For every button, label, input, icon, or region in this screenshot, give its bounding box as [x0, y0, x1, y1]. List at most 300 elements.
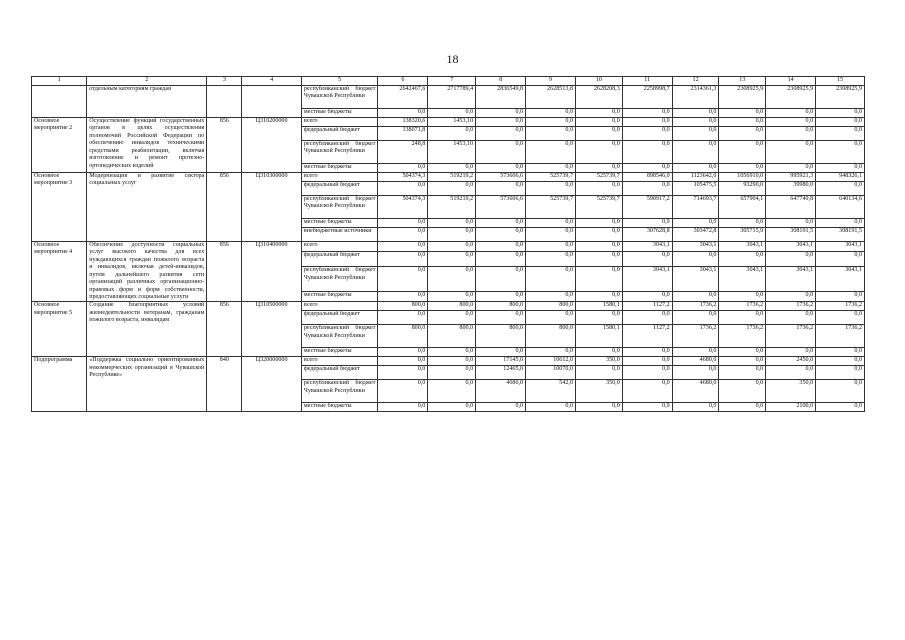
- value-cell: 3043,1: [672, 267, 719, 292]
- code-cell: 856: [207, 302, 242, 357]
- header-cell: 7: [428, 77, 476, 86]
- table-row: [32, 86, 865, 109]
- value-cell: 0,0: [576, 118, 623, 127]
- funding-source-cell: республиканский бюджет Чувашской Республики: [301, 141, 378, 164]
- value-cell: 0,0: [476, 164, 526, 173]
- value-cell: 0,0: [622, 182, 672, 196]
- value-cell: 2628208,3: [576, 86, 623, 109]
- value-cell: 0,0: [378, 219, 428, 228]
- value-cell: 138071,8: [378, 127, 428, 141]
- value-cell: 350,0: [766, 380, 816, 403]
- value-cell: 0,0: [672, 127, 719, 141]
- value-cell: 0,0: [428, 267, 476, 292]
- value-cell: 0,0: [719, 292, 766, 302]
- value-cell: 4680,0: [672, 380, 719, 403]
- funding-source-cell: всего: [301, 357, 378, 366]
- value-cell: 2642467,6: [378, 86, 428, 109]
- value-cell: 0,0: [476, 109, 526, 118]
- value-cell: 138320,6: [378, 118, 428, 127]
- value-cell: 305715,9: [719, 228, 766, 242]
- value-cell: 0,0: [378, 242, 428, 252]
- value-cell: 0,0: [378, 182, 428, 196]
- value-cell: 0,0: [476, 403, 526, 412]
- value-cell: 0,0: [719, 403, 766, 412]
- value-cell: 0,0: [672, 292, 719, 302]
- value-cell: 0,0: [766, 251, 816, 266]
- table-row: [32, 242, 865, 252]
- value-cell: 1736,2: [816, 302, 865, 311]
- value-cell: 1453,10: [428, 141, 476, 164]
- value-cell: 800,0: [428, 325, 476, 348]
- value-cell: 0,0: [378, 366, 428, 380]
- value-cell: 0,0: [719, 164, 766, 173]
- value-cell: 0,0: [766, 311, 816, 325]
- value-cell: 573606,6: [476, 196, 526, 219]
- funding-source-cell: местные бюджеты: [301, 292, 378, 302]
- value-cell: 0,0: [672, 164, 719, 173]
- value-cell: 0,0: [526, 109, 576, 118]
- value-cell: 1123642,0: [672, 173, 719, 182]
- value-cell: 93290,0: [719, 182, 766, 196]
- funding-source-cell: местные бюджеты: [301, 164, 378, 173]
- value-cell: 0,0: [476, 251, 526, 266]
- table-row: [32, 302, 865, 311]
- measure-type-cell: [32, 86, 87, 118]
- value-cell: 0,0: [526, 292, 576, 302]
- table-row: [32, 357, 865, 366]
- value-cell: 2258998,7: [622, 86, 672, 109]
- value-cell: 0,0: [526, 182, 576, 196]
- value-cell: 0,0: [816, 127, 865, 141]
- value-cell: 2628513,8: [526, 86, 576, 109]
- value-cell: 0,0: [719, 118, 766, 127]
- classification-code-cell: [242, 86, 302, 118]
- header-cell: 2: [87, 77, 207, 86]
- value-cell: 0,0: [526, 242, 576, 252]
- value-cell: 519219,2: [428, 196, 476, 219]
- value-cell: 0,0: [766, 141, 816, 164]
- value-cell: 0,0: [622, 380, 672, 403]
- funding-source-cell: федеральный бюджет: [301, 366, 378, 380]
- value-cell: 0,0: [428, 219, 476, 228]
- value-cell: 0,0: [766, 164, 816, 173]
- value-cell: 3043,1: [622, 242, 672, 252]
- value-cell: 0,0: [816, 292, 865, 302]
- code-cell: 856: [207, 173, 242, 242]
- header-cell: 9: [526, 77, 576, 86]
- header-cell: 3: [207, 77, 242, 86]
- value-cell: 0,0: [719, 357, 766, 366]
- value-cell: 105475,5: [672, 182, 719, 196]
- classification-code-cell: Ц310400000: [242, 242, 302, 302]
- value-cell: 308191,5: [816, 228, 865, 242]
- value-cell: 714693,7: [672, 196, 719, 219]
- value-cell: 0,0: [816, 164, 865, 173]
- value-cell: 0,0: [622, 141, 672, 164]
- value-cell: 800,0: [476, 302, 526, 311]
- value-cell: 800,0: [526, 325, 576, 348]
- value-cell: 2717789,4: [428, 86, 476, 109]
- value-cell: 3043,1: [766, 267, 816, 292]
- value-cell: 800,0: [428, 302, 476, 311]
- value-cell: 10070,0: [526, 366, 576, 380]
- value-cell: 0,0: [378, 348, 428, 357]
- value-cell: 0,0: [526, 251, 576, 266]
- value-cell: 3043,1: [816, 242, 865, 252]
- header-cell: 8: [476, 77, 526, 86]
- value-cell: 0,0: [526, 118, 576, 127]
- value-cell: 542,0: [526, 380, 576, 403]
- value-cell: 0,0: [576, 311, 623, 325]
- value-cell: 0,0: [766, 348, 816, 357]
- value-cell: 0,0: [378, 267, 428, 292]
- value-cell: 995921,3: [766, 173, 816, 182]
- value-cell: 0,0: [816, 348, 865, 357]
- value-cell: 0,0: [378, 109, 428, 118]
- value-cell: 0,0: [719, 109, 766, 118]
- value-cell: 1736,2: [719, 302, 766, 311]
- funding-source-cell: местные бюджеты: [301, 109, 378, 118]
- value-cell: 0,0: [816, 251, 865, 266]
- value-cell: 0,0: [428, 311, 476, 325]
- value-cell: 0,0: [816, 109, 865, 118]
- funding-source-cell: всего: [301, 242, 378, 252]
- value-cell: 0,0: [378, 228, 428, 242]
- value-cell: 504374,3: [378, 196, 428, 219]
- classification-code-cell: Ц320000000: [242, 357, 302, 412]
- value-cell: 0,0: [672, 311, 719, 325]
- value-cell: 0,0: [476, 267, 526, 292]
- value-cell: 0,0: [766, 109, 816, 118]
- value-cell: 12465,0: [476, 366, 526, 380]
- value-cell: 0,0: [428, 182, 476, 196]
- value-cell: 640134,6: [816, 196, 865, 219]
- value-cell: 0,0: [526, 164, 576, 173]
- value-cell: 2308925,9: [766, 86, 816, 109]
- header-cell: 13: [719, 77, 766, 86]
- table-row: [32, 173, 865, 182]
- value-cell: 0,0: [622, 118, 672, 127]
- value-cell: 0,0: [476, 228, 526, 242]
- classification-code-cell: Ц310200000: [242, 118, 302, 173]
- value-cell: 0,0: [576, 219, 623, 228]
- value-cell: 2308925,9: [816, 86, 865, 109]
- value-cell: 0,0: [766, 292, 816, 302]
- value-cell: 0,0: [622, 348, 672, 357]
- value-cell: 948326,1: [816, 173, 865, 182]
- value-cell: 590917,2: [622, 196, 672, 219]
- value-cell: 0,0: [476, 182, 526, 196]
- value-cell: 2308925,9: [719, 86, 766, 109]
- value-cell: 0,0: [428, 348, 476, 357]
- header-cell: 12: [672, 77, 719, 86]
- code-cell: 856: [207, 118, 242, 173]
- measure-type-cell: Подпрограмма: [32, 357, 87, 412]
- value-cell: 504374,3: [378, 173, 428, 182]
- value-cell: 0,0: [428, 251, 476, 266]
- value-cell: 0,0: [576, 403, 623, 412]
- measure-name-cell: Модернизация и развитие сектора социальных услуг: [87, 173, 207, 242]
- value-cell: 4680,0: [476, 380, 526, 403]
- funding-source-cell: федеральный бюджет: [301, 251, 378, 266]
- funding-source-cell: республиканский бюджет Чувашской Республики: [301, 267, 378, 292]
- funding-source-cell: местные бюджеты: [301, 348, 378, 357]
- value-cell: 525739,7: [526, 196, 576, 219]
- value-cell: 10612,0: [526, 357, 576, 366]
- value-cell: 0,0: [526, 219, 576, 228]
- value-cell: 350,0: [576, 380, 623, 403]
- page-number: 18: [446, 52, 459, 66]
- value-cell: 525739,7: [526, 173, 576, 182]
- value-cell: 0,0: [816, 366, 865, 380]
- measure-name-cell: Осуществление функций государственных органов в целях осуществления полномочий Российской Федерации по обеспечению инвалидов техническими средствами реабилитации, включая изготовление и ремонт протезно-ортопедических изделий: [87, 118, 207, 173]
- value-cell: 0,0: [672, 141, 719, 164]
- measure-type-cell: Основное мероприятие 2: [32, 118, 87, 173]
- value-cell: 2450,0: [766, 357, 816, 366]
- header-cell: 14: [766, 77, 816, 86]
- value-cell: 1736,2: [672, 325, 719, 348]
- value-cell: 0,0: [719, 366, 766, 380]
- value-cell: 303472,8: [672, 228, 719, 242]
- value-cell: 0,0: [622, 292, 672, 302]
- value-cell: 0,0: [622, 311, 672, 325]
- value-cell: 0,0: [476, 292, 526, 302]
- value-cell: 647749,8: [766, 196, 816, 219]
- value-cell: 0,0: [428, 164, 476, 173]
- value-cell: 0,0: [816, 182, 865, 196]
- value-cell: 1127,2: [622, 325, 672, 348]
- value-cell: 0,0: [816, 403, 865, 412]
- measure-name-cell: Создание благоприятных условий жизнедеятельности ветеранам, гражданам пожилого возраста, инвалидам: [87, 302, 207, 357]
- value-cell: 0,0: [526, 127, 576, 141]
- value-cell: 0,0: [378, 292, 428, 302]
- value-cell: 0,0: [378, 311, 428, 325]
- classification-code-cell: Ц310500000: [242, 302, 302, 357]
- value-cell: 0,0: [816, 118, 865, 127]
- funding-source-cell: республиканский бюджет Чувашской Республики: [301, 196, 378, 219]
- value-cell: 0,0: [719, 251, 766, 266]
- measure-type-cell: Основное мероприятие 3: [32, 173, 87, 242]
- value-cell: 0,0: [719, 219, 766, 228]
- value-cell: 0,0: [719, 311, 766, 325]
- value-cell: 0,0: [428, 292, 476, 302]
- value-cell: 39980,0: [766, 182, 816, 196]
- value-cell: 0,0: [428, 403, 476, 412]
- funding-source-cell: всего: [301, 118, 378, 127]
- value-cell: 0,0: [576, 182, 623, 196]
- table-row: [32, 118, 865, 127]
- value-cell: 0,0: [576, 242, 623, 252]
- value-cell: 0,0: [672, 219, 719, 228]
- value-cell: 0,0: [672, 403, 719, 412]
- value-cell: 0,0: [622, 164, 672, 173]
- value-cell: 0,0: [526, 228, 576, 242]
- value-cell: 0,0: [816, 311, 865, 325]
- value-cell: 0,0: [816, 219, 865, 228]
- value-cell: 0,0: [576, 228, 623, 242]
- value-cell: 0,0: [526, 348, 576, 357]
- value-cell: 0,0: [672, 251, 719, 266]
- value-cell: 0,0: [719, 380, 766, 403]
- budget-table: [31, 76, 865, 412]
- value-cell: 0,0: [622, 127, 672, 141]
- value-cell: 0,0: [719, 348, 766, 357]
- value-cell: 0,0: [476, 141, 526, 164]
- value-cell: 308191,5: [766, 228, 816, 242]
- measure-type-cell: Основное мероприятие 4: [32, 242, 87, 302]
- funding-source-cell: федеральный бюджет: [301, 127, 378, 141]
- value-cell: 0,0: [622, 109, 672, 118]
- funding-source-cell: всего: [301, 173, 378, 182]
- value-cell: 0,0: [766, 366, 816, 380]
- value-cell: 0,0: [766, 118, 816, 127]
- value-cell: 1056910,0: [719, 173, 766, 182]
- value-cell: 0,0: [622, 219, 672, 228]
- header-cell: 1: [32, 77, 87, 86]
- measure-name-cell: Обеспечение доступности социальных услуг высокого качества для всех нуждающихся граждан пожилого возраста и инвалидов, включая детей-инвалидов, путем дальнейшего развития сети организаций различных организационно-правовых форм и форм собственности, предоставляющих социальные услуги: [87, 242, 207, 302]
- value-cell: 0,0: [428, 366, 476, 380]
- value-cell: 0,0: [526, 267, 576, 292]
- value-cell: 0,0: [476, 118, 526, 127]
- value-cell: 0,0: [428, 127, 476, 141]
- value-cell: 2314361,3: [672, 86, 719, 109]
- value-cell: 0,0: [428, 357, 476, 366]
- value-cell: 0,0: [576, 141, 623, 164]
- value-cell: 3043,1: [622, 267, 672, 292]
- value-cell: 0,0: [672, 366, 719, 380]
- value-cell: 0,0: [672, 118, 719, 127]
- funding-source-cell: федеральный бюджет: [301, 182, 378, 196]
- header-cell: 6: [378, 77, 428, 86]
- value-cell: 0,0: [428, 380, 476, 403]
- value-cell: 0,0: [526, 403, 576, 412]
- funding-source-cell: республиканский бюджет Чувашской Республики: [301, 325, 378, 348]
- classification-code-cell: Ц310300000: [242, 173, 302, 242]
- value-cell: 0,0: [378, 403, 428, 412]
- value-cell: 0,0: [476, 348, 526, 357]
- value-cell: 519219,2: [428, 173, 476, 182]
- value-cell: 0,0: [672, 348, 719, 357]
- value-cell: 0,0: [576, 251, 623, 266]
- value-cell: 0,0: [622, 403, 672, 412]
- value-cell: 800,0: [526, 302, 576, 311]
- value-cell: 1736,2: [766, 302, 816, 311]
- funding-source-cell: внебюджетные источники: [301, 228, 378, 242]
- value-cell: 0,0: [378, 357, 428, 366]
- value-cell: 0,0: [428, 109, 476, 118]
- value-cell: 0,0: [476, 242, 526, 252]
- value-cell: 248,8: [378, 141, 428, 164]
- code-cell: [207, 86, 242, 118]
- funding-source-cell: федеральный бюджет: [301, 311, 378, 325]
- value-cell: 0,0: [378, 251, 428, 266]
- value-cell: 0,0: [576, 348, 623, 357]
- measure-name-cell: отдельным категориям граждан: [87, 86, 207, 118]
- value-cell: 17145,0: [476, 357, 526, 366]
- value-cell: 0,0: [476, 127, 526, 141]
- value-cell: 1127,2: [622, 302, 672, 311]
- value-cell: 0,0: [476, 311, 526, 325]
- value-cell: 3043,1: [766, 242, 816, 252]
- header-cell: 11: [622, 77, 672, 86]
- value-cell: 0,0: [766, 127, 816, 141]
- value-cell: 0,0: [526, 311, 576, 325]
- funding-source-cell: местные бюджеты: [301, 403, 378, 412]
- value-cell: 1580,1: [576, 302, 623, 311]
- value-cell: 0,0: [622, 357, 672, 366]
- value-cell: 2100,0: [766, 403, 816, 412]
- header-cell: 15: [816, 77, 865, 86]
- value-cell: 573606,6: [476, 173, 526, 182]
- value-cell: 0,0: [576, 292, 623, 302]
- value-cell: 800,0: [378, 325, 428, 348]
- measure-name-cell: «Поддержка социально ориентированных некоммерческих организаций в Чувашской Республике»: [87, 357, 207, 412]
- value-cell: 0,0: [816, 141, 865, 164]
- value-cell: 0,0: [816, 357, 865, 366]
- funding-source-cell: всего: [301, 302, 378, 311]
- value-cell: 525739,7: [576, 173, 623, 182]
- header-row: [32, 77, 865, 86]
- value-cell: 0,0: [816, 380, 865, 403]
- value-cell: 800,0: [476, 325, 526, 348]
- value-cell: 0,0: [766, 219, 816, 228]
- value-cell: 3043,1: [719, 267, 766, 292]
- value-cell: 0,0: [428, 242, 476, 252]
- header-cell: 5: [301, 77, 378, 86]
- funding-source-cell: республиканский бюджет Чувашской Республики: [301, 380, 378, 403]
- code-cell: 840: [207, 357, 242, 412]
- funding-source-cell: республиканский бюджет Чувашской Республики: [301, 86, 378, 109]
- value-cell: 1580,1: [576, 325, 623, 348]
- value-cell: 898546,0: [622, 173, 672, 182]
- value-cell: 0,0: [476, 219, 526, 228]
- value-cell: 1736,2: [672, 302, 719, 311]
- value-cell: 0,0: [378, 380, 428, 403]
- header-cell: 10: [576, 77, 623, 86]
- code-cell: 856: [207, 242, 242, 302]
- value-cell: 2836549,8: [476, 86, 526, 109]
- value-cell: 4680,0: [672, 357, 719, 366]
- value-cell: 525739,7: [576, 196, 623, 219]
- value-cell: 3043,1: [719, 242, 766, 252]
- header-cell: 4: [242, 77, 302, 86]
- value-cell: 350,0: [576, 357, 623, 366]
- value-cell: 0,0: [622, 366, 672, 380]
- value-cell: 0,0: [378, 164, 428, 173]
- value-cell: 0,0: [672, 109, 719, 118]
- value-cell: 0,0: [526, 141, 576, 164]
- value-cell: 1736,2: [766, 325, 816, 348]
- value-cell: 800,0: [378, 302, 428, 311]
- value-cell: 657904,1: [719, 196, 766, 219]
- value-cell: 0,0: [576, 164, 623, 173]
- value-cell: 307628,8: [622, 228, 672, 242]
- value-cell: 1453,10: [428, 118, 476, 127]
- value-cell: 0,0: [622, 251, 672, 266]
- value-cell: 1736,2: [719, 325, 766, 348]
- value-cell: 0,0: [719, 141, 766, 164]
- value-cell: 0,0: [428, 228, 476, 242]
- funding-source-cell: местные бюджеты: [301, 219, 378, 228]
- value-cell: 3043,1: [816, 267, 865, 292]
- value-cell: 0,0: [576, 267, 623, 292]
- value-cell: 0,0: [576, 366, 623, 380]
- value-cell: 0,0: [576, 127, 623, 141]
- value-cell: 1736,2: [816, 325, 865, 348]
- value-cell: 0,0: [719, 127, 766, 141]
- value-cell: 0,0: [576, 109, 623, 118]
- value-cell: 3043,1: [672, 242, 719, 252]
